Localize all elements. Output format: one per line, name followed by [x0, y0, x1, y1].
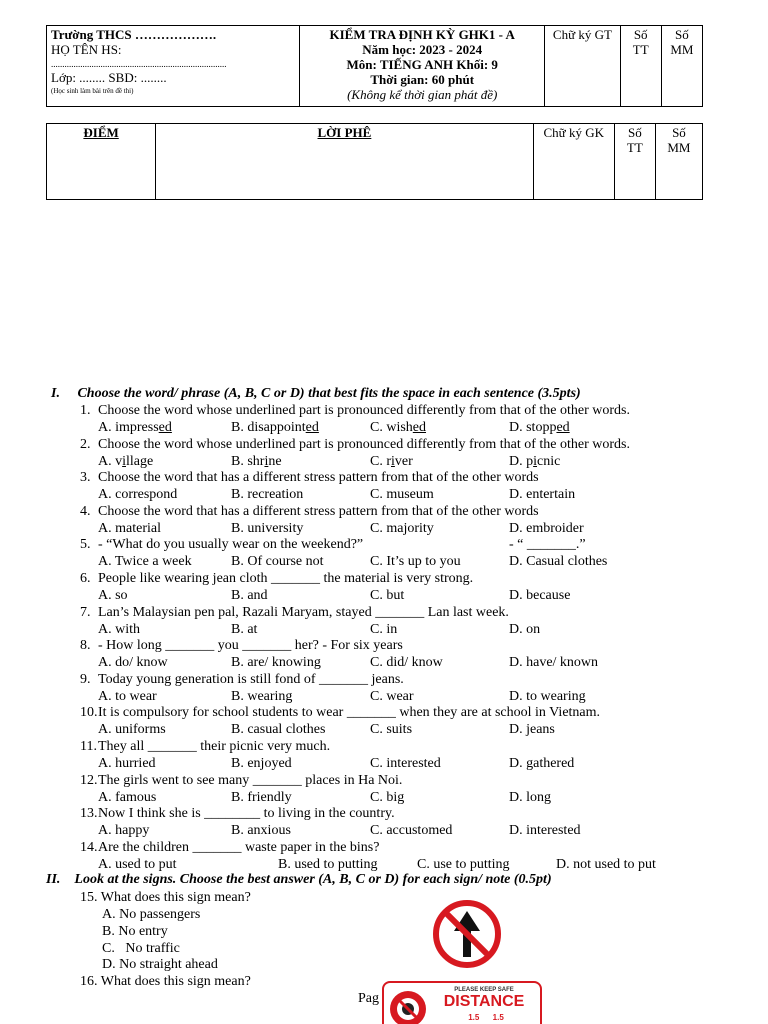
question-text: Lan’s Malaysian pen pal, Razali Maryam, stayed _______ Lan last week. [98, 604, 509, 620]
score-table [46, 123, 703, 200]
option-b[interactable]: B. university [231, 520, 304, 536]
option-b[interactable]: B. enjoyed [231, 756, 292, 771]
option-a[interactable]: A. uniforms [98, 722, 166, 738]
score-label: ĐIỂM [83, 125, 119, 140]
option-a[interactable]: A. Twice a week [98, 554, 192, 570]
option-c[interactable]: C. use to putting [417, 856, 510, 872]
option-text-part: i [122, 453, 127, 469]
option-d[interactable]: D. embroider [509, 520, 584, 536]
question-response-blank: - “ _______.” [509, 537, 586, 553]
so-mm-label: Số MM [670, 27, 694, 57]
option-text-part: ed [158, 420, 172, 435]
option-text-part: B. disappoint [231, 420, 306, 435]
option-c[interactable]: C. interested [370, 756, 441, 771]
question-text: The girls went to see many _______ places in Ha Noi. [98, 772, 403, 788]
option-c[interactable] [370, 453, 413, 470]
no-straight-ahead-sign-icon [432, 899, 502, 969]
option-c[interactable]: C. museum [370, 487, 434, 503]
option-c[interactable]: C. wear [370, 688, 414, 704]
exam-header-table [46, 25, 703, 107]
comment-cell [156, 124, 534, 200]
option-a[interactable]: A. hurried [98, 756, 156, 771]
exam-note: (Học sinh làm bài trên đề thi) [51, 87, 134, 95]
sign-main-text: DISTANCE [443, 993, 525, 1010]
question-number: 4. [80, 503, 91, 519]
option-a[interactable]: A. so [98, 588, 128, 603]
question-number: 2. [80, 436, 91, 452]
option-d[interactable]: D. to wearing [509, 688, 586, 704]
option-b[interactable]: B. Of course not [231, 554, 324, 570]
virus-stop-icon [388, 989, 428, 1024]
question-text: It is compulsory for school students to wear _______ when they are at school in Vietnam. [98, 705, 601, 721]
q15-option-b[interactable]: B. No entry [102, 924, 168, 939]
option-d[interactable]: D. entertain [509, 487, 576, 503]
page-footer: Pag [358, 991, 379, 1006]
option-a[interactable]: A. correspond [98, 487, 178, 503]
option-text-part: i [533, 453, 538, 469]
sig-gk-cell [533, 124, 614, 200]
sig-gt-label: Chữ ký GT [552, 27, 612, 42]
option-d[interactable]: D. interested [509, 823, 581, 839]
score-so-tt-cell [614, 124, 655, 200]
question-text: Today young generation is still fond of _______ jeans. [98, 671, 404, 687]
option-c[interactable]: C. majority [370, 520, 434, 536]
option-b[interactable]: B. recreation [231, 487, 304, 503]
option-b[interactable]: B. casual clothes [231, 722, 326, 738]
score-so-mm-cell [655, 124, 702, 200]
question-number: 9. [80, 671, 91, 687]
option-text-part: D. stopp [509, 420, 557, 435]
option-a[interactable]: A. material [98, 520, 161, 536]
option-text-part: D. p [509, 453, 534, 469]
question-number: 3. [80, 470, 91, 486]
option-a[interactable] [98, 453, 153, 470]
option-text-part: C. wish [370, 420, 413, 435]
question-number: 7. [80, 604, 91, 620]
option-c[interactable]: C. in [370, 621, 398, 637]
option-d[interactable]: D. jeans [509, 722, 555, 738]
question-number: 12. [80, 772, 98, 788]
question-text: Are the children _______ waste paper in the bins? [98, 839, 380, 855]
option-text-part: ne [268, 453, 282, 469]
exam-title: KIỂM TRA ĐỊNH KỲ GHK1 - A [329, 27, 515, 42]
option-b[interactable]: B. used to putting [278, 856, 378, 872]
sig-gt-cell [545, 26, 620, 107]
option-text-part: llage [126, 453, 154, 469]
option-a[interactable]: A. happy [98, 823, 150, 839]
question-number: 11. [80, 739, 97, 754]
option-b[interactable] [231, 453, 282, 470]
class-sbd-label: Lớp: ........ SBD: ........ [51, 70, 167, 85]
question-number: 10. [80, 705, 98, 721]
option-d[interactable] [509, 419, 570, 436]
option-text-part: A. impress [98, 420, 159, 435]
option-c[interactable]: C. suits [370, 722, 413, 738]
comment-label: LỜI PHÊ [317, 125, 372, 140]
score-so-tt-label: Số TT [626, 125, 643, 155]
option-d[interactable] [509, 453, 560, 470]
option-text-part: cnic [537, 453, 561, 469]
option-text-part: ver [394, 453, 413, 469]
school-year: Năm học: 2023 - 2024 [362, 42, 483, 57]
question-15: 15. What does this sign mean? [80, 890, 251, 905]
question-text: - How long _______ you _______ her? - For six years [98, 638, 403, 654]
q15-option-a[interactable]: A. No passengers [102, 907, 201, 922]
option-c[interactable]: C. but [370, 588, 405, 603]
so-tt-label: Số TT [632, 27, 649, 57]
option-a[interactable]: A. with [98, 621, 140, 637]
option-a[interactable]: A. do/ know [98, 655, 168, 671]
question-text: Choose the word that has a different stress pattern from that of the other words [98, 503, 539, 519]
time-note: (Không kể thời gian phát đề) [347, 87, 498, 102]
option-a[interactable]: A. to wear [98, 688, 157, 704]
option-text-part: ed [556, 420, 570, 435]
exam-info-cell [300, 26, 545, 107]
option-b[interactable]: B. at [231, 621, 258, 637]
option-text-part: i [264, 453, 269, 469]
option-d[interactable]: D. on [509, 621, 541, 637]
question-16: 16. What does this sign mean? [80, 974, 251, 989]
option-text-part: i [391, 453, 395, 469]
keep-distance-sign [382, 981, 542, 1024]
option-b[interactable] [231, 419, 319, 436]
option-d[interactable]: D. not used to put [556, 856, 656, 872]
option-d[interactable]: D. have/ known [509, 655, 599, 671]
option-text-part: C. r [370, 453, 391, 469]
question-text: People like wearing jean cloth _______ the material is very strong. [98, 571, 474, 586]
option-b[interactable]: B. anxious [231, 823, 291, 839]
option-text-part: ed [305, 420, 319, 435]
option-a[interactable]: A. used to put [98, 856, 177, 872]
subject-grade: Môn: TIẾNG ANH Khối: 9 [346, 57, 498, 72]
option-c[interactable]: C. It’s up to you [370, 554, 461, 570]
option-c[interactable] [370, 419, 426, 436]
school-name: Trường THCS ………………. [51, 27, 217, 42]
question-text: Choose the word whose underlined part is pronounced differently from that of the other words. [98, 403, 630, 418]
question-text: - “What do you usually wear on the weekend?” [98, 537, 364, 553]
question-number: 5. [80, 537, 91, 553]
question-number: 13. [80, 806, 98, 822]
option-b[interactable]: B. are/ knowing [231, 655, 321, 671]
option-d[interactable]: D. Casual clothes [509, 554, 608, 570]
student-info-cell [47, 26, 300, 107]
q15-option-c[interactable]: C. No traffic [102, 941, 180, 956]
section-1-title: I. Choose the word/ phrase (A, B, C or D) that best fits the space in each sentence (3.5pts) [51, 386, 581, 401]
option-d[interactable]: D. long [509, 789, 551, 805]
option-c[interactable]: C. did/ know [370, 655, 443, 671]
so-mm-cell [661, 26, 702, 107]
question-number: 6. [80, 571, 91, 586]
option-text-part: ed [412, 420, 427, 435]
name-dots: .............................................................................. [51, 59, 227, 69]
question-text: Choose the word that has a different stress pattern from that of the other words [98, 470, 539, 486]
question-text: Now I think she is ________ to living in the country. [98, 806, 395, 822]
so-tt-cell [620, 26, 661, 107]
option-c[interactable]: C. big [370, 789, 405, 805]
option-a[interactable] [98, 419, 172, 436]
student-name-label: HỌ TÊN HS: [51, 42, 122, 57]
question-text: Choose the word whose underlined part is pronounced differently from that of the other words. [98, 436, 630, 452]
option-d[interactable]: D. gathered [509, 756, 575, 771]
option-b[interactable]: B. and [231, 588, 268, 603]
option-text-part: B. shr [231, 453, 265, 469]
option-c[interactable]: C. accustomed [370, 823, 453, 839]
question-text: They all _______ their picnic very much. [98, 739, 331, 754]
sign-distance-values: 1.5 1.5 [468, 1013, 504, 1022]
sig-gk-label: Chữ ký GK [543, 125, 605, 140]
sign-top-text: PLEASE KEEP SAFE [454, 987, 514, 993]
option-b[interactable]: B. friendly [231, 789, 292, 805]
question-number: 8. [80, 638, 91, 654]
section-2-title: II. Look at the signs. Choose the best answer (A, B, C or D) for each sign/ note (0.5pt) [46, 872, 552, 887]
option-a[interactable]: A. famous [98, 789, 157, 805]
score-so-mm-label: Số MM [667, 125, 691, 155]
option-d[interactable]: D. because [509, 588, 571, 603]
q15-option-d[interactable]: D. No straight ahead [102, 957, 218, 972]
option-text-part: A. v [98, 453, 123, 469]
option-b[interactable]: B. wearing [231, 688, 293, 704]
score-cell [47, 124, 156, 200]
question-number: 1. [80, 403, 91, 418]
question-number: 14. [80, 839, 98, 855]
exam-time: Thời gian: 60 phút [370, 72, 475, 87]
